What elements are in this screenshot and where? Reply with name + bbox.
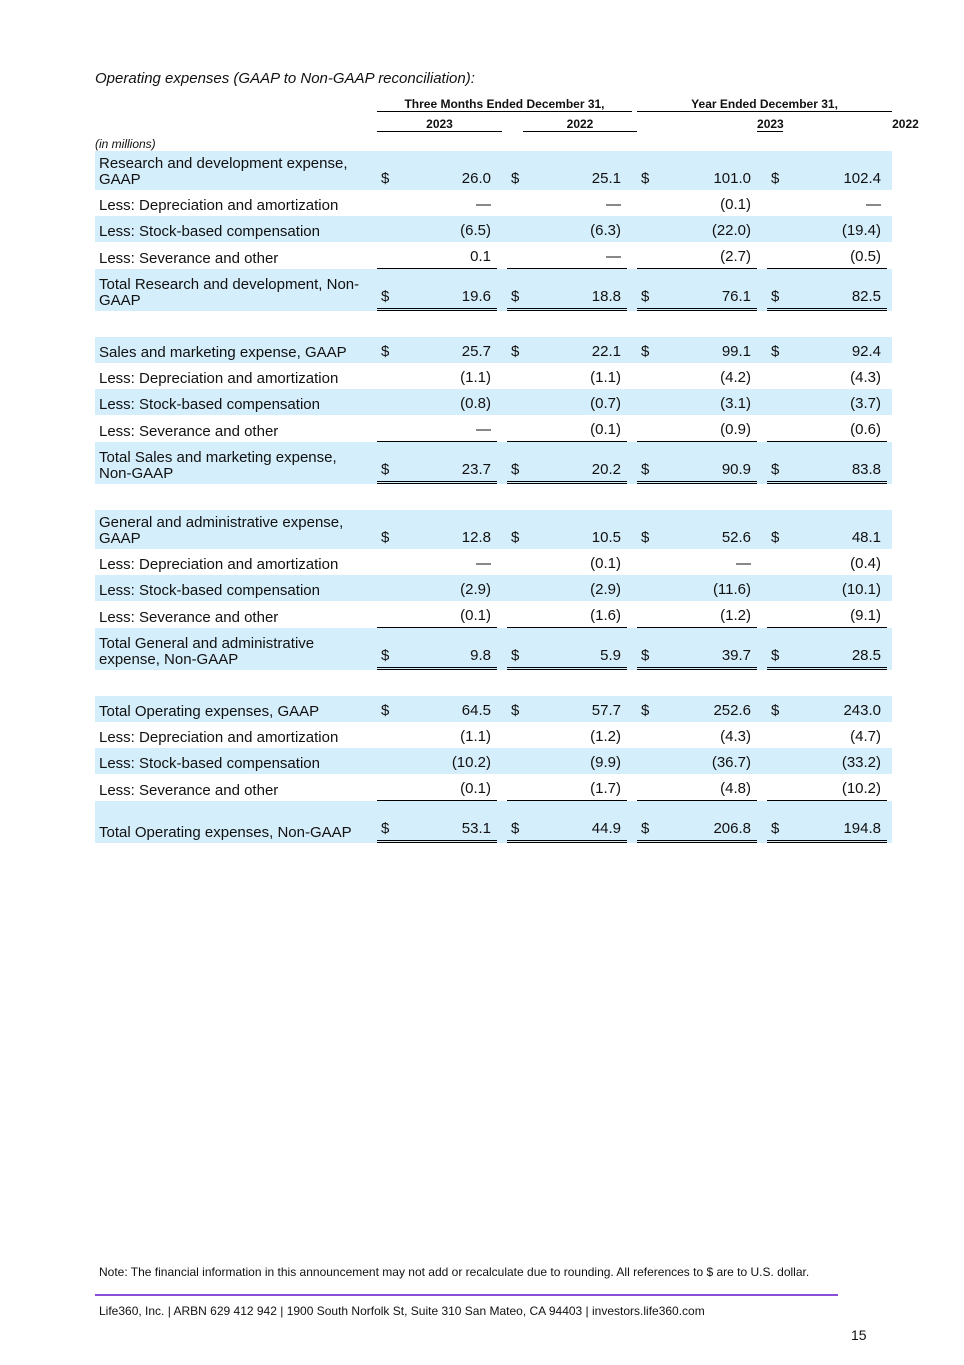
value-cell: 194.8 — [783, 801, 887, 843]
row-label: Total General and administrative expense, Non-GAAP — [95, 628, 372, 670]
currency-symbol — [377, 363, 393, 389]
value-cell: (0.4) — [850, 555, 882, 572]
value-cell: (3.1) — [653, 389, 757, 415]
value-cell: — — [476, 196, 491, 213]
value-cell: (4.8) — [653, 774, 757, 801]
column-pad — [887, 337, 892, 363]
currency-symbol: $ — [377, 442, 393, 484]
currency-symbol — [637, 190, 653, 216]
value-cell: (0.5) — [783, 242, 887, 269]
currency-symbol — [377, 242, 393, 269]
row-label: Less: Severance and other — [99, 250, 279, 267]
row-label: Research and development expense, GAAP — [95, 151, 372, 190]
column-pad — [887, 415, 892, 442]
header-year-row: 2023 2022 2023 2022 — [95, 112, 892, 132]
row-label: Less: Stock-based compensation — [95, 748, 372, 774]
units-row — [95, 132, 892, 151]
section-title: Operating expenses (GAAP to Non-GAAP reconciliation): — [95, 70, 475, 87]
value-cell: 26.0 — [393, 151, 497, 190]
column-pad — [887, 774, 892, 801]
row-label: Less: Severance and other — [99, 423, 279, 440]
row-label: Total Sales and marketing expense, Non-GAAP — [95, 442, 372, 484]
value-cell: (6.3) — [523, 216, 627, 242]
currency-symbol — [377, 216, 393, 242]
currency-symbol — [507, 415, 523, 442]
column-pad — [887, 151, 892, 190]
value-cell: (19.4) — [783, 216, 887, 242]
value-cell: 92.4 — [783, 337, 887, 363]
value-cell: (2.9) — [523, 575, 627, 601]
value-cell: 206.8 — [653, 801, 757, 843]
table-row — [95, 442, 892, 484]
currency-symbol: $ — [767, 510, 783, 549]
column-pad — [887, 601, 892, 628]
value-cell: 83.8 — [783, 442, 887, 484]
spacer-cell — [95, 311, 892, 337]
row-label: Less: Severance and other — [99, 609, 279, 626]
column-pad — [887, 389, 892, 415]
currency-symbol — [507, 601, 523, 628]
currency-symbol: $ — [377, 696, 393, 722]
row-label: Less: Severance and other — [99, 782, 279, 799]
value-cell: — — [736, 555, 752, 572]
table-row — [95, 242, 892, 269]
row-label: Less: Stock-based compensation — [95, 575, 372, 601]
row-label: Total Operating expenses, Non-GAAP — [95, 801, 372, 843]
value-cell: (4.3) — [720, 728, 752, 745]
value-cell: 9.8 — [393, 628, 497, 670]
currency-symbol — [637, 415, 653, 442]
currency-symbol — [767, 748, 783, 774]
column-pad — [887, 216, 892, 242]
currency-symbol — [637, 722, 653, 748]
value-cell: 25.7 — [393, 337, 497, 363]
currency-symbol — [767, 389, 783, 415]
column-pad — [887, 628, 892, 670]
row-label: Less: Depreciation and amortization — [99, 370, 339, 387]
currency-symbol: $ — [507, 628, 523, 670]
reconciliation-table — [95, 92, 919, 843]
currency-symbol: $ — [767, 337, 783, 363]
currency-symbol: $ — [767, 269, 783, 311]
table-row — [95, 389, 892, 415]
currency-symbol: $ — [507, 696, 523, 722]
currency-symbol — [637, 549, 653, 575]
currency-symbol — [637, 748, 653, 774]
units-label: (in millions) — [95, 137, 156, 151]
currency-symbol: $ — [377, 269, 393, 311]
currency-symbol: $ — [637, 801, 653, 843]
value-cell: (0.1) — [523, 415, 627, 442]
value-cell: — — [523, 242, 627, 269]
currency-symbol — [377, 748, 393, 774]
spacer-cell — [95, 484, 892, 510]
table-row — [95, 415, 892, 442]
row-label: General and administrative expense, GAAP — [95, 510, 372, 549]
value-cell: (10.2) — [393, 748, 497, 774]
value-cell: (4.2) — [720, 369, 752, 386]
currency-symbol: $ — [637, 442, 653, 484]
currency-symbol — [637, 242, 653, 269]
value-cell: 48.1 — [783, 510, 887, 549]
table-row — [95, 269, 892, 311]
currency-symbol: $ — [507, 269, 523, 311]
currency-symbol — [767, 774, 783, 801]
currency-symbol — [637, 389, 653, 415]
currency-symbol — [767, 575, 783, 601]
column-pad — [887, 722, 892, 748]
currency-symbol — [767, 242, 783, 269]
currency-symbol — [767, 190, 783, 216]
value-cell: (1.7) — [523, 774, 627, 801]
value-cell: (4.7) — [850, 728, 882, 745]
currency-symbol — [507, 774, 523, 801]
value-cell: (10.2) — [783, 774, 887, 801]
currency-symbol: $ — [377, 510, 393, 549]
spacer-cell — [95, 670, 892, 696]
value-cell: (9.1) — [783, 601, 887, 628]
currency-symbol — [377, 722, 393, 748]
value-cell: (10.1) — [783, 575, 887, 601]
table-row — [95, 774, 892, 801]
value-cell: (33.2) — [783, 748, 887, 774]
value-cell: — — [606, 196, 621, 213]
currency-symbol — [507, 549, 523, 575]
currency-symbol: $ — [377, 801, 393, 843]
currency-symbol — [377, 774, 393, 801]
currency-symbol — [637, 363, 653, 389]
currency-symbol — [507, 216, 523, 242]
currency-symbol: $ — [767, 696, 783, 722]
currency-symbol — [507, 190, 523, 216]
currency-symbol: $ — [767, 628, 783, 670]
currency-symbol — [507, 389, 523, 415]
column-pad — [887, 242, 892, 269]
value-cell: 18.8 — [523, 269, 627, 311]
currency-symbol — [637, 575, 653, 601]
currency-symbol: $ — [507, 510, 523, 549]
currency-symbol — [507, 363, 523, 389]
value-cell: (4.3) — [850, 369, 882, 386]
value-cell: (36.7) — [653, 748, 757, 774]
table-row — [95, 722, 892, 748]
value-cell: (1.6) — [523, 601, 627, 628]
row-label: Less: Stock-based compensation — [95, 216, 372, 242]
header-year: 2022 — [523, 112, 637, 132]
value-cell: 20.2 — [523, 442, 627, 484]
value-cell: 99.1 — [653, 337, 757, 363]
table-row — [95, 337, 892, 363]
currency-symbol: $ — [377, 337, 393, 363]
value-cell: (1.1) — [590, 369, 621, 386]
table-row — [95, 151, 892, 190]
column-pad — [887, 549, 892, 575]
value-cell: — — [393, 415, 497, 442]
column-pad — [887, 442, 892, 484]
currency-symbol: $ — [507, 151, 523, 190]
value-cell: (0.1) — [720, 196, 752, 213]
value-cell: (22.0) — [653, 216, 757, 242]
currency-symbol: $ — [637, 337, 653, 363]
value-cell: (2.9) — [393, 575, 497, 601]
currency-symbol — [767, 549, 783, 575]
value-cell: (0.1) — [590, 555, 621, 572]
currency-symbol — [507, 748, 523, 774]
currency-symbol — [637, 216, 653, 242]
value-cell: (0.8) — [393, 389, 497, 415]
currency-symbol — [767, 415, 783, 442]
page-number: 15 — [851, 1327, 867, 1343]
column-pad — [887, 269, 892, 311]
header-three-months: Three Months Ended December 31, — [377, 92, 632, 112]
value-cell: — — [476, 555, 491, 572]
row-label: Less: Depreciation and amortization — [99, 729, 339, 746]
value-cell: — — [866, 196, 882, 213]
currency-symbol — [377, 549, 393, 575]
footnote: Note: The financial information in this announcement may not add or recalculate due to rounding. All references to $ are to U.S. dollar. — [99, 1265, 810, 1279]
column-pad — [887, 801, 892, 843]
value-cell: 243.0 — [783, 696, 887, 722]
table-row — [95, 748, 892, 774]
column-pad — [887, 696, 892, 722]
header-group-row — [95, 92, 892, 112]
footer-text: Life360, Inc. | ARBN 629 412 942 | 1900 South Norfolk St, Suite 310 San Mateo, CA 94403 | investors.life360.com — [99, 1304, 705, 1318]
value-cell: 19.6 — [393, 269, 497, 311]
value-cell: 76.1 — [653, 269, 757, 311]
value-cell: 252.6 — [653, 696, 757, 722]
value-cell: (1.2) — [653, 601, 757, 628]
currency-symbol: $ — [767, 801, 783, 843]
currency-symbol: $ — [377, 628, 393, 670]
currency-symbol — [507, 242, 523, 269]
value-cell: 64.5 — [393, 696, 497, 722]
value-cell: (0.9) — [653, 415, 757, 442]
table-row — [95, 696, 892, 722]
column-pad — [887, 575, 892, 601]
value-cell: 90.9 — [653, 442, 757, 484]
value-cell: 12.8 — [393, 510, 497, 549]
row-label: Total Operating expenses, GAAP — [95, 696, 372, 722]
value-cell: 82.5 — [783, 269, 887, 311]
currency-symbol: $ — [637, 269, 653, 311]
value-cell: 25.1 — [523, 151, 627, 190]
table-row — [95, 801, 892, 843]
currency-symbol: $ — [637, 628, 653, 670]
value-cell: (2.7) — [653, 242, 757, 269]
row-label: Less: Depreciation and amortization — [99, 197, 339, 214]
value-cell: (0.6) — [783, 415, 887, 442]
currency-symbol — [767, 363, 783, 389]
currency-symbol — [377, 575, 393, 601]
row-label: Less: Depreciation and amortization — [99, 556, 339, 573]
value-cell: (0.1) — [393, 774, 497, 801]
table-row — [95, 628, 892, 670]
value-cell: (1.1) — [460, 369, 491, 386]
value-cell: 10.5 — [523, 510, 627, 549]
value-cell: 28.5 — [783, 628, 887, 670]
value-cell: 101.0 — [653, 151, 757, 190]
row-label: Sales and marketing expense, GAAP — [95, 337, 372, 363]
row-label: Total Research and development, Non-GAAP — [95, 269, 372, 311]
table-row — [95, 601, 892, 628]
column-pad — [887, 190, 892, 216]
currency-symbol: $ — [507, 337, 523, 363]
currency-symbol: $ — [767, 442, 783, 484]
value-cell: 22.1 — [523, 337, 627, 363]
currency-symbol — [767, 216, 783, 242]
footer-divider — [95, 1294, 838, 1296]
header-year: 2023 — [377, 112, 502, 132]
value-cell: 39.7 — [653, 628, 757, 670]
value-cell: 53.1 — [393, 801, 497, 843]
value-cell: (6.5) — [393, 216, 497, 242]
value-cell: (0.1) — [393, 601, 497, 628]
currency-symbol — [637, 774, 653, 801]
header-year-ended: Year Ended December 31, — [637, 92, 892, 112]
table-row — [95, 363, 892, 389]
value-cell: (9.9) — [523, 748, 627, 774]
currency-symbol: $ — [637, 696, 653, 722]
value-cell: (11.6) — [653, 575, 757, 601]
currency-symbol — [637, 601, 653, 628]
currency-symbol: $ — [637, 151, 653, 190]
currency-symbol — [507, 575, 523, 601]
value-cell: (1.2) — [590, 728, 621, 745]
currency-symbol: $ — [637, 510, 653, 549]
section-spacer — [95, 311, 892, 337]
currency-symbol — [767, 601, 783, 628]
value-cell: (3.7) — [783, 389, 887, 415]
table-body — [95, 92, 919, 843]
table-row — [95, 216, 892, 242]
currency-symbol — [377, 415, 393, 442]
column-pad — [887, 510, 892, 549]
value-cell: (0.7) — [523, 389, 627, 415]
currency-symbol — [377, 601, 393, 628]
currency-symbol: $ — [767, 151, 783, 190]
currency-symbol — [377, 389, 393, 415]
column-pad — [887, 363, 892, 389]
table-row — [95, 549, 892, 575]
currency-symbol — [377, 190, 393, 216]
section-spacer — [95, 670, 892, 696]
table-row — [95, 190, 892, 216]
value-cell: 44.9 — [523, 801, 627, 843]
currency-symbol — [507, 722, 523, 748]
value-cell: 52.6 — [653, 510, 757, 549]
value-cell: 57.7 — [523, 696, 627, 722]
value-cell: 5.9 — [523, 628, 627, 670]
header-year: 2023 — [757, 112, 783, 132]
currency-symbol — [767, 722, 783, 748]
currency-symbol: $ — [507, 801, 523, 843]
value-cell: 102.4 — [783, 151, 887, 190]
currency-symbol: $ — [377, 151, 393, 190]
section-spacer — [95, 484, 892, 510]
value-cell: 0.1 — [393, 242, 497, 269]
value-cell: (1.1) — [460, 728, 491, 745]
table-row — [95, 510, 892, 549]
column-pad — [887, 748, 892, 774]
currency-symbol: $ — [507, 442, 523, 484]
row-label: Less: Stock-based compensation — [95, 389, 372, 415]
table-row — [95, 575, 892, 601]
value-cell: 23.7 — [393, 442, 497, 484]
